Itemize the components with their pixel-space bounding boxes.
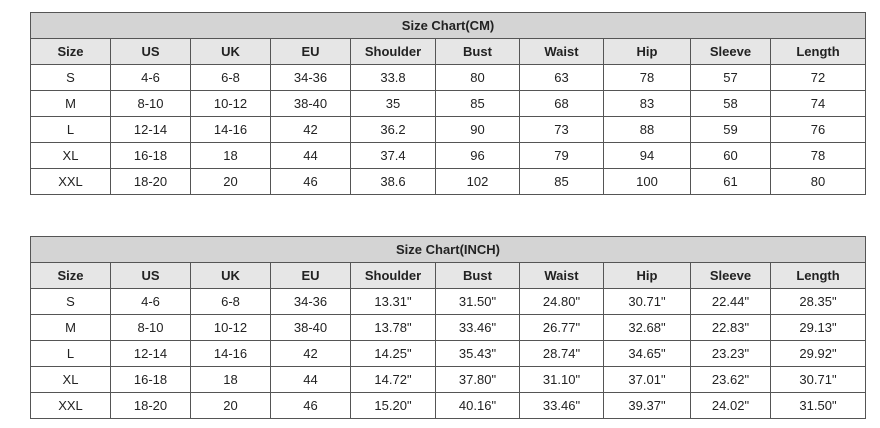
- table-cell: 10-12: [191, 315, 271, 341]
- table-cell: 76: [771, 117, 866, 143]
- column-header: EU: [271, 39, 351, 65]
- table-cell: 59: [691, 117, 771, 143]
- table-cell: 14-16: [191, 341, 271, 367]
- table-cell: 63: [520, 65, 604, 91]
- column-header: Length: [771, 39, 866, 65]
- table-cell: 18-20: [111, 169, 191, 195]
- table-cell: 6-8: [191, 65, 271, 91]
- table-cell: 18: [191, 143, 271, 169]
- table-cell: 28.74": [520, 341, 604, 367]
- table-cell: 4-6: [111, 65, 191, 91]
- table-cell: 34.65": [604, 341, 691, 367]
- table-cell: 40.16": [436, 393, 520, 419]
- table-cell: 31.10": [520, 367, 604, 393]
- table-cell: 73: [520, 117, 604, 143]
- table-cell: 78: [604, 65, 691, 91]
- chart-title: Size Chart(CM): [31, 13, 866, 39]
- table-row: [31, 117, 866, 143]
- table-cell: 34-36: [271, 65, 351, 91]
- table-cell: S: [31, 289, 111, 315]
- table-cell: 39.37": [604, 393, 691, 419]
- column-header: Hip: [604, 39, 691, 65]
- table-cell: 18: [191, 367, 271, 393]
- column-header: UK: [191, 39, 271, 65]
- column-header: Size: [31, 39, 111, 65]
- table-cell: 34-36: [271, 289, 351, 315]
- table-cell: 10-12: [191, 91, 271, 117]
- table-cell: 33.8: [351, 65, 436, 91]
- table-cell: XXL: [31, 169, 111, 195]
- table-cell: 22.44": [691, 289, 771, 315]
- table-cell: 42: [271, 117, 351, 143]
- table-cell: 74: [771, 91, 866, 117]
- column-header: Shoulder: [351, 263, 436, 289]
- table-cell: 30.71": [771, 367, 866, 393]
- table-cell: XXL: [31, 393, 111, 419]
- table-cell: L: [31, 341, 111, 367]
- table-cell: 46: [271, 169, 351, 195]
- table-cell: 16-18: [111, 367, 191, 393]
- table-cell: 29.13": [771, 315, 866, 341]
- table-row: [31, 341, 866, 367]
- table-cell: 24.02": [691, 393, 771, 419]
- table-cell: L: [31, 117, 111, 143]
- table-cell: 23.23": [691, 341, 771, 367]
- table-cell: 78: [771, 143, 866, 169]
- column-header: Waist: [520, 39, 604, 65]
- table-cell: 23.62": [691, 367, 771, 393]
- table-cell: 12-14: [111, 341, 191, 367]
- column-header: US: [111, 39, 191, 65]
- column-header: Shoulder: [351, 39, 436, 65]
- table-cell: XL: [31, 143, 111, 169]
- table-cell: 13.78": [351, 315, 436, 341]
- table-cell: 20: [191, 169, 271, 195]
- table-cell: 35.43": [436, 341, 520, 367]
- table-cell: 14.25": [351, 341, 436, 367]
- table-cell: 60: [691, 143, 771, 169]
- table-cell: 44: [271, 143, 351, 169]
- table-cell: 13.31": [351, 289, 436, 315]
- table-cell: 30.71": [604, 289, 691, 315]
- table-cell: 32.68": [604, 315, 691, 341]
- table-cell: M: [31, 315, 111, 341]
- size-chart-inch: [30, 236, 866, 419]
- table-cell: 37.80": [436, 367, 520, 393]
- table-cell: 4-6: [111, 289, 191, 315]
- table-cell: 85: [520, 169, 604, 195]
- table-cell: 14.72": [351, 367, 436, 393]
- table-cell: 96: [436, 143, 520, 169]
- table-row: [31, 289, 866, 315]
- chart-title: Size Chart(INCH): [31, 237, 866, 263]
- table-cell: 24.80": [520, 289, 604, 315]
- column-header: Bust: [436, 263, 520, 289]
- table-row: [31, 315, 866, 341]
- table-cell: 22.83": [691, 315, 771, 341]
- table-cell: M: [31, 91, 111, 117]
- table-cell: 88: [604, 117, 691, 143]
- table-row: [31, 65, 866, 91]
- table-body: [31, 65, 866, 195]
- table-cell: 20: [191, 393, 271, 419]
- column-header: Waist: [520, 263, 604, 289]
- table-row: [31, 91, 866, 117]
- table-cell: 26.77": [520, 315, 604, 341]
- table-cell: 68: [520, 91, 604, 117]
- table-cell: S: [31, 65, 111, 91]
- column-header: Sleeve: [691, 263, 771, 289]
- table-cell: 31.50": [436, 289, 520, 315]
- table-cell: 38-40: [271, 91, 351, 117]
- table-cell: 16-18: [111, 143, 191, 169]
- table-cell: 72: [771, 65, 866, 91]
- table-row: [31, 143, 866, 169]
- table-cell: 33.46": [520, 393, 604, 419]
- table-cell: 94: [604, 143, 691, 169]
- table-row: [31, 393, 866, 419]
- column-header: Hip: [604, 263, 691, 289]
- table-cell: 8-10: [111, 91, 191, 117]
- table-row: [31, 169, 866, 195]
- table-body: [31, 289, 866, 419]
- column-header: Sleeve: [691, 39, 771, 65]
- table-cell: 80: [436, 65, 520, 91]
- table-cell: 15.20": [351, 393, 436, 419]
- size-chart-cm: [30, 12, 866, 195]
- column-header: Length: [771, 263, 866, 289]
- table-cell: 44: [271, 367, 351, 393]
- header-row: [31, 39, 866, 65]
- header-row: [31, 263, 866, 289]
- table-cell: 35: [351, 91, 436, 117]
- table-cell: 28.35": [771, 289, 866, 315]
- column-header: EU: [271, 263, 351, 289]
- column-header: US: [111, 263, 191, 289]
- table-cell: 33.46": [436, 315, 520, 341]
- table-cell: 100: [604, 169, 691, 195]
- table-cell: 29.92": [771, 341, 866, 367]
- table-cell: 18-20: [111, 393, 191, 419]
- table-cell: 38-40: [271, 315, 351, 341]
- table-cell: 8-10: [111, 315, 191, 341]
- table-cell: 36.2: [351, 117, 436, 143]
- table-cell: 37.4: [351, 143, 436, 169]
- table-cell: 46: [271, 393, 351, 419]
- table-cell: 83: [604, 91, 691, 117]
- table-cell: 14-16: [191, 117, 271, 143]
- table-cell: 31.50": [771, 393, 866, 419]
- table-cell: 79: [520, 143, 604, 169]
- table-cell: XL: [31, 367, 111, 393]
- column-header: Bust: [436, 39, 520, 65]
- table-cell: 58: [691, 91, 771, 117]
- table-cell: 102: [436, 169, 520, 195]
- column-header: UK: [191, 263, 271, 289]
- table-cell: 6-8: [191, 289, 271, 315]
- table-cell: 90: [436, 117, 520, 143]
- table-cell: 61: [691, 169, 771, 195]
- table-cell: 80: [771, 169, 866, 195]
- table-cell: 12-14: [111, 117, 191, 143]
- table-cell: 38.6: [351, 169, 436, 195]
- table-cell: 42: [271, 341, 351, 367]
- column-header: Size: [31, 263, 111, 289]
- table-cell: 57: [691, 65, 771, 91]
- table-cell: 85: [436, 91, 520, 117]
- table-row: [31, 367, 866, 393]
- table-cell: 37.01": [604, 367, 691, 393]
